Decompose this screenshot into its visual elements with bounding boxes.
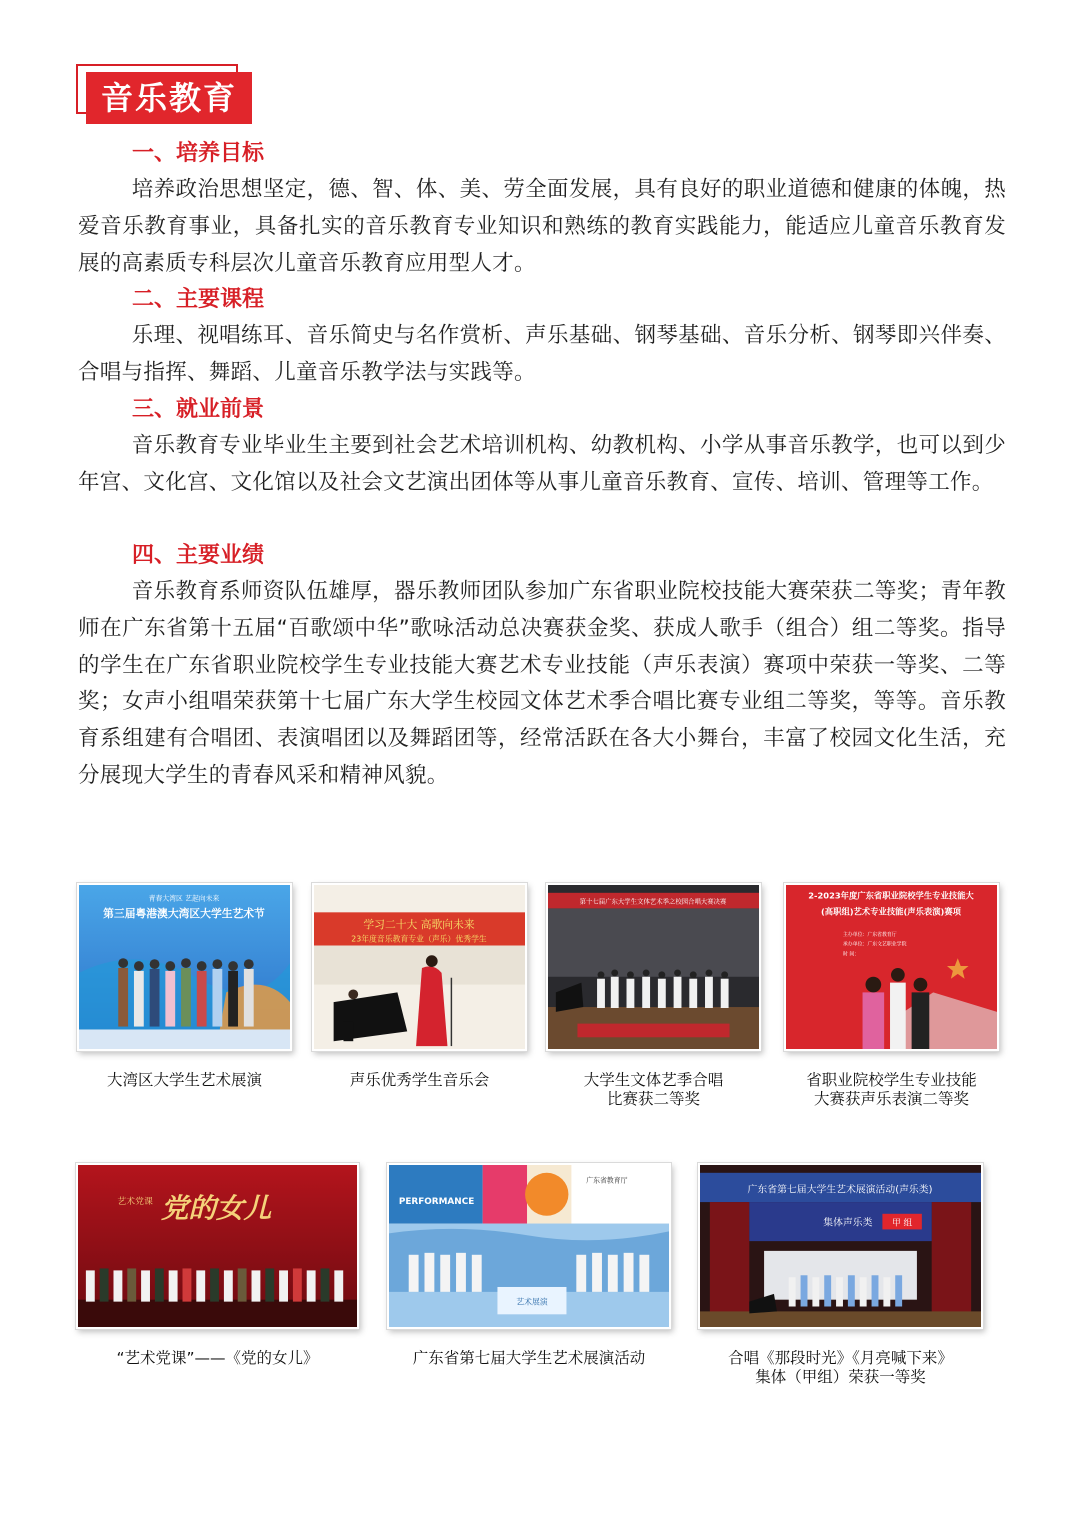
- photo-bay-area-festival: [77, 883, 292, 1051]
- photo-choir-first-prize: [698, 1163, 983, 1329]
- section-heading: 一、培养目标: [132, 141, 265, 166]
- caption-line: 省职业院校学生专业技能: [806, 1071, 977, 1089]
- photo-caption: “艺术党课”——《党的女儿》: [116, 1349, 319, 1367]
- photo-caption: [698, 1349, 983, 1387]
- photo-party-daughter: [76, 1163, 359, 1329]
- photo-sub-text: (高职组)艺术专业技能(声乐表演)赛项: [821, 906, 962, 917]
- photo-info-line: 承办单位：广东文艺职业学院: [842, 941, 907, 948]
- page-title-badge: [76, 64, 252, 124]
- photo-info-line: 时 间：: [842, 951, 860, 958]
- photo-skills-contest: [784, 883, 999, 1051]
- photo-banner-text: 广东省教育厅: [586, 1176, 628, 1185]
- section-heading: 三、就业前景: [132, 397, 265, 422]
- photo-caption: [784, 1071, 999, 1109]
- photo-vocal-concert: [312, 883, 527, 1051]
- section-text: 音乐教育系师资队伍雄厚，器乐教师团队参加广东省职业院校技能大赛荣获二等奖；青年教师在广东省第十五届“百歌颂中华”歌咏活动总决赛获金奖、获成人歌手（组合）组二等奖。指导的学生在广东省职业院校学生专业技能大赛艺术专业技能（声乐表演）赛项中荣获一等奖、二等奖；女声小组唱荣获第十七届广东大学生校园文体艺术季合唱比赛专业组二等奖，等等。音乐教育系组建有合唱团、表演唱团以及舞蹈团等，经常活跃在各大小舞台，丰富了校园文化生活，充分展现大学生的青春风采和精神风貌。: [78, 579, 1006, 788]
- photo-art-exhibition: [387, 1163, 671, 1329]
- photo-tag-text: 甲 组: [891, 1218, 913, 1229]
- photo-caption: 声乐优秀学生音乐会: [349, 1071, 490, 1089]
- caption-line: 比赛获二等奖: [606, 1090, 700, 1108]
- section-text: 培养政治思想坚定，德、智、体、美、劳全面发展，具有良好的职业道德和健康的体魄，热爱音乐教育事业，具备扎实的音乐教育专业知识和熟练的教育实践能力，能适应儿童音乐教育发展的高素质专科层次儿童音乐教育应用型人才。: [78, 177, 1006, 276]
- section-goals: [78, 136, 1006, 282]
- photo-sub-text: 集体声乐类: [823, 1217, 873, 1229]
- photo-banner-text: 2-2023年度广东省职业院校学生专业技能大: [808, 890, 974, 901]
- photo-sub-text: 艺术党课: [117, 1197, 153, 1208]
- photo-banner-text: 第十七届广东大学生文体艺术季之校园合唱大赛决赛: [579, 898, 727, 906]
- photo-sub-text: PERFORMANCE: [398, 1197, 475, 1208]
- caption-line: 集体（甲组）荣获一等奖: [755, 1368, 926, 1386]
- photo-banner-text: 党的女儿: [160, 1193, 272, 1225]
- section-heading: 二、主要课程: [132, 287, 265, 312]
- section-achievements: [78, 538, 1006, 795]
- photo-flag-text: 艺术展演: [516, 1297, 548, 1307]
- choir-singers: [597, 969, 729, 1008]
- section-text: 乐理、视唱练耳、音乐简史与名作赏析、声乐基础、钢琴基础、音乐分析、钢琴即兴伴奏、合唱与指挥、舞蹈、儿童音乐教学法与实践等。: [78, 323, 1006, 385]
- photo-sub-text: 青春大湾区 艺起向未来: [148, 894, 220, 903]
- photo-sub-text: 23年度音乐教育专业（声乐）优秀学生: [351, 934, 487, 944]
- people-group: [118, 958, 253, 1026]
- section-careers: [78, 392, 1006, 502]
- contest-people: [863, 968, 930, 1049]
- caption-line: 大赛获声乐表演二等奖: [813, 1090, 969, 1108]
- page-title: 音乐教育: [86, 72, 252, 124]
- photo-caption: 大湾区大学生艺术展演: [106, 1071, 262, 1089]
- photo-info-line: 主办单位：广东省教育厅: [842, 931, 897, 938]
- photo-banner-text: 广东省第七届大学生艺术展演活动(声乐类): [747, 1184, 933, 1196]
- photo-caption: [546, 1071, 761, 1109]
- photo-caption: 广东省第七届大学生艺术展演活动: [412, 1349, 646, 1367]
- section-text: 音乐教育专业毕业生主要到社会艺术培训机构、幼教机构、小学从事音乐教学，也可以到少年宫、文化宫、文化馆以及社会文艺演出团体等从事儿童音乐教育、宣传、培训、管理等工作。: [78, 433, 1006, 495]
- section-heading: 四、主要业绩: [132, 543, 265, 568]
- photo-choir-competition: [546, 883, 761, 1051]
- photo-banner-text: 学习二十大 高歌向未来: [363, 917, 475, 931]
- caption-line: 合唱《那段时光》《月亮喊下来》: [728, 1349, 953, 1367]
- section-courses: [78, 282, 1006, 392]
- photo-banner-text: 第三届粤港澳大湾区大学生艺术节: [103, 907, 265, 921]
- caption-line: 大学生文体艺季合唱: [583, 1071, 724, 1089]
